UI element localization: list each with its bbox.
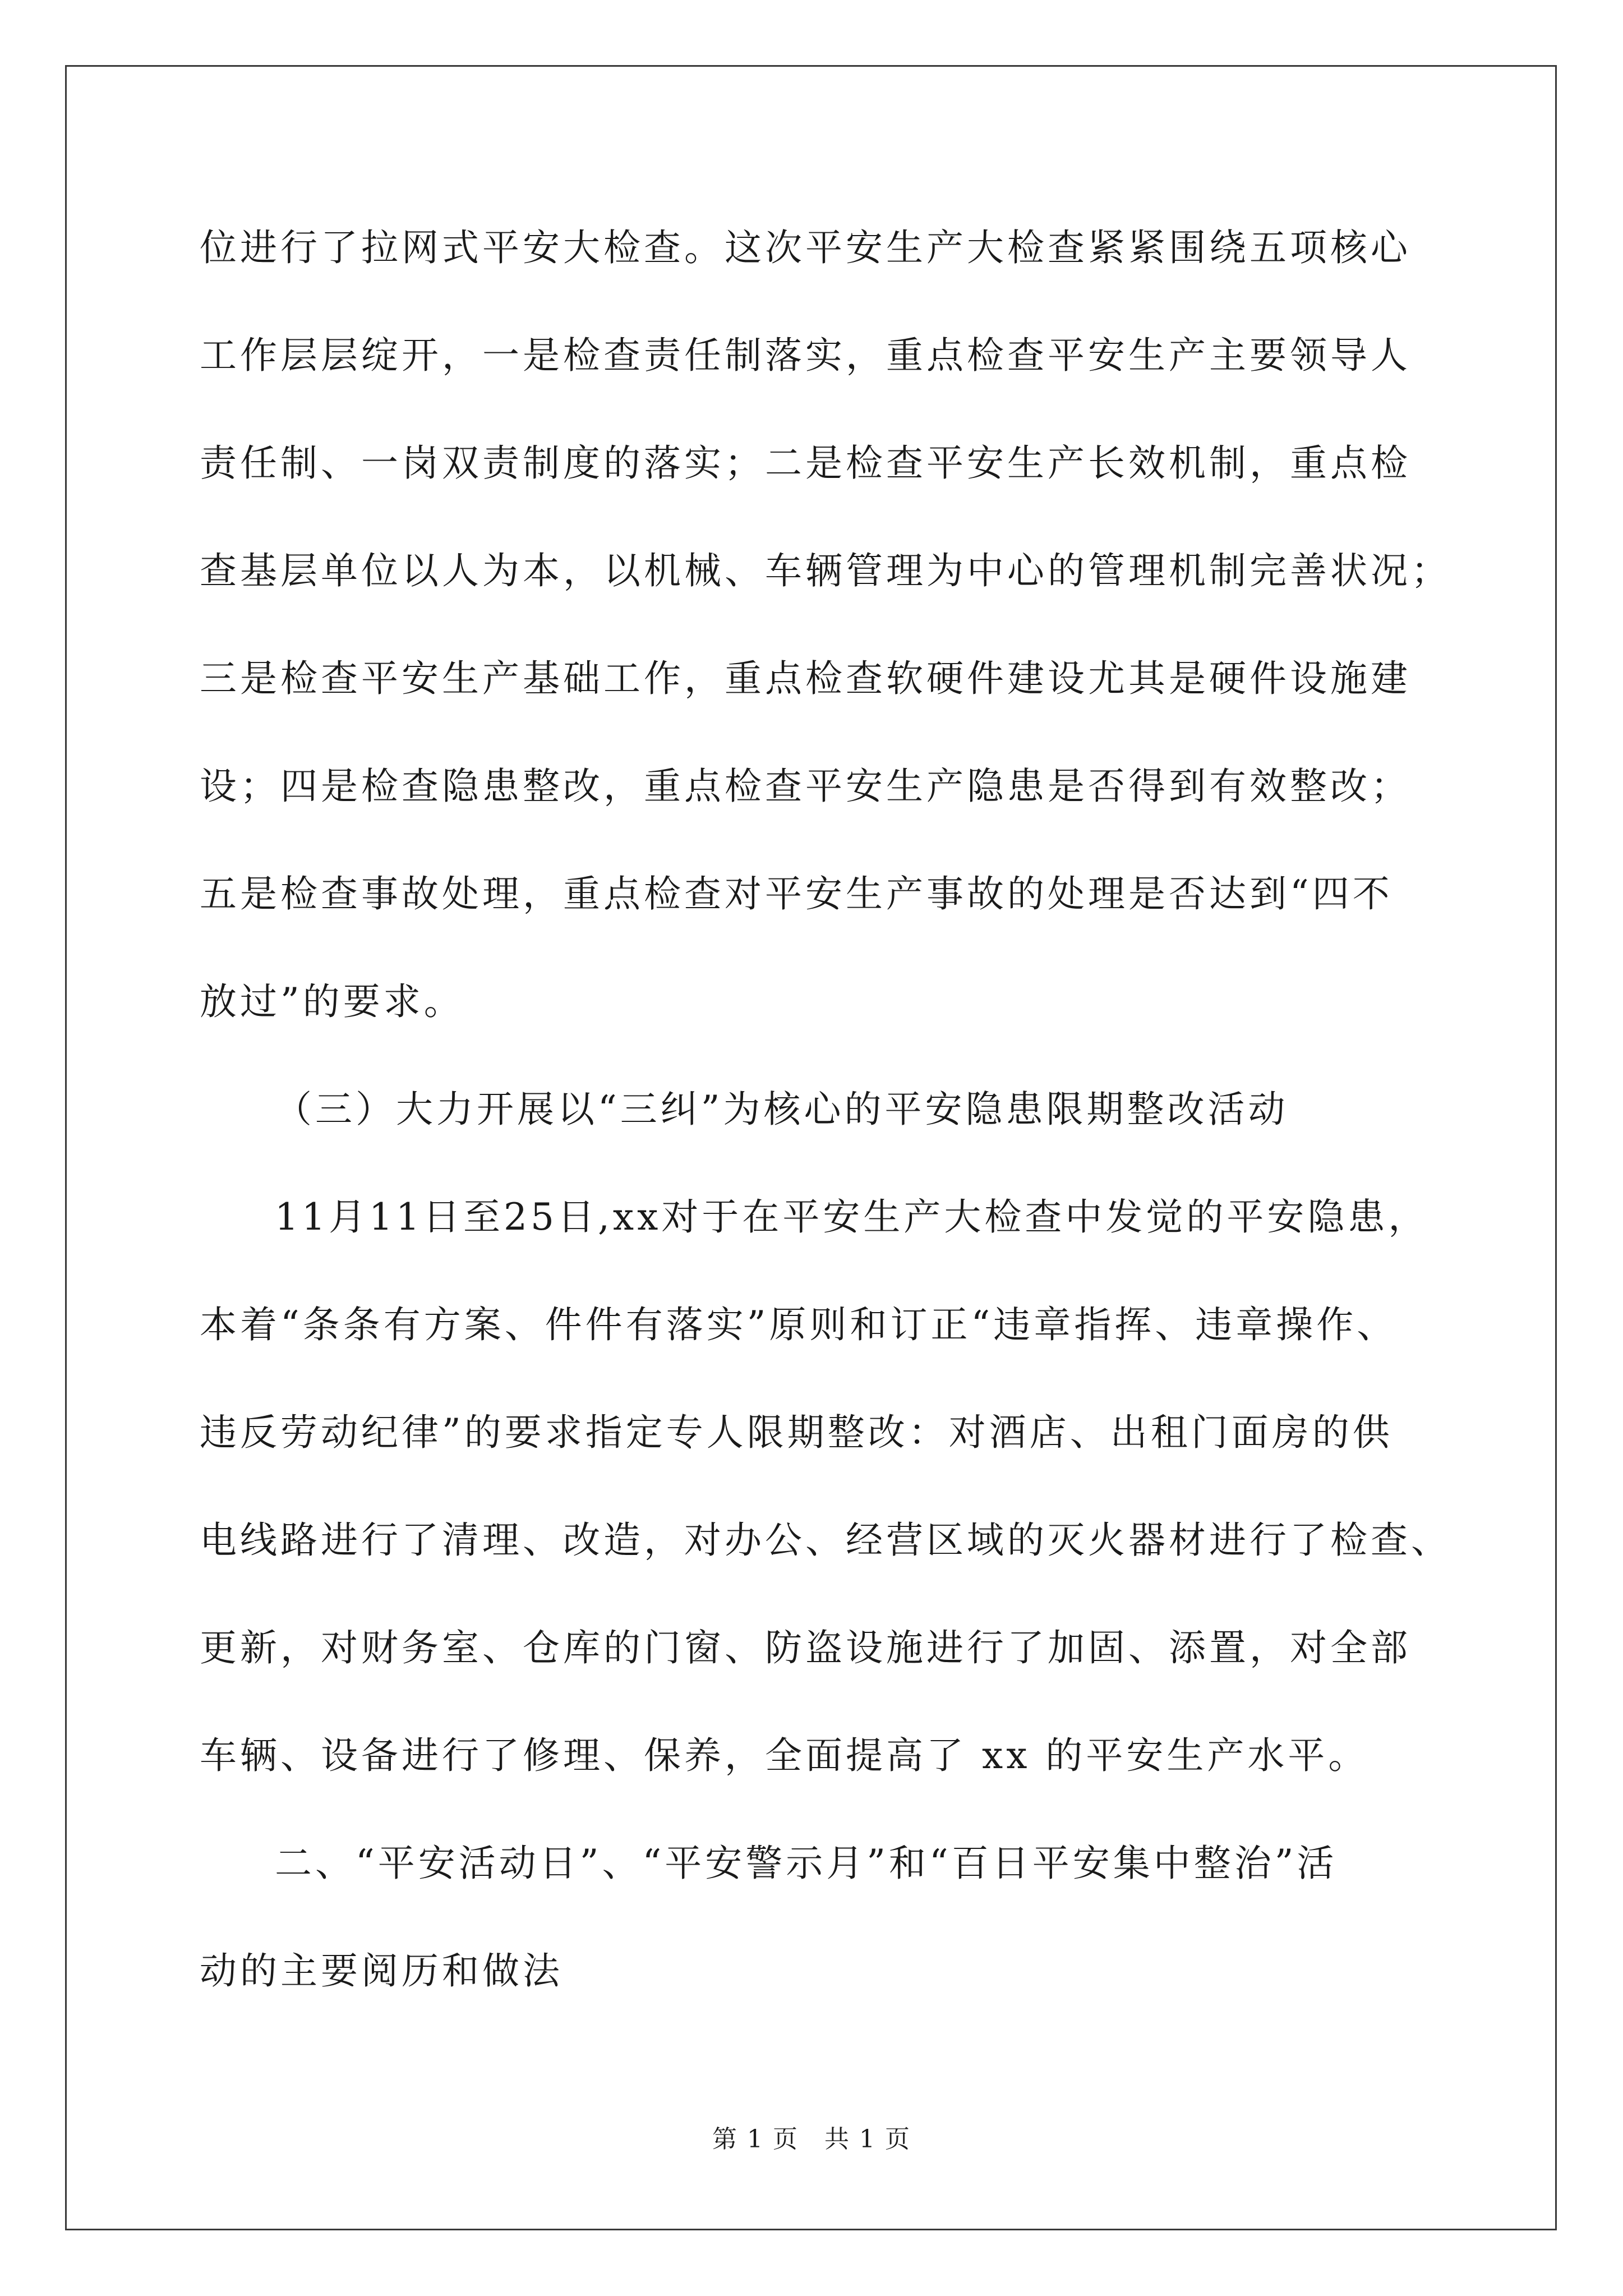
text-line: 五是检查事故处理，重点检查对平安生产事故的处理是否达到“四不 [200, 872, 1393, 915]
section-heading: （三）大力开展以“三纠”为核心的平安隐患限期整改活动 [275, 1088, 1289, 1131]
text-line: 工作层层绽开，一是检查责任制落实，重点检查平安生产主要领导人 [200, 334, 1411, 377]
text-line: 车辆、设备进行了修理、保养，全面提高了 xx 的平安生产水平。 [200, 1734, 1369, 1777]
text-line: 设；四是检查隐患整改，重点检查平安生产隐患是否得到有效整改； [200, 765, 1411, 808]
text-line: 三是检查平安生产基础工作，重点检查软硬件建设尤其是硬件设施建 [200, 657, 1411, 700]
page-footer: 第 1 页 共 1 页 [712, 2125, 911, 2154]
section-heading: 二、“平安活动日”、“平安警示月”和“百日平安集中整治”活 [275, 1842, 1338, 1885]
text-line: 11月11日至25日,xx对于在平安生产大检查中发觉的平安隐患， [275, 1195, 1429, 1239]
section-heading-continued: 动的主要阅历和做法 [200, 1949, 563, 1993]
text-line: 电线路进行了清理、改造，对办公、经营区域的灭火器材进行了检查、 [200, 1519, 1451, 1562]
text-line: 放过”的要求。 [200, 980, 464, 1023]
text-line: 位进行了拉网式平安大检查。这次平安生产大检查紧紧围绕五项核心 [200, 226, 1411, 269]
text-line: 更新，对财务室、仓库的门窗、防盗设施进行了加固、添置，对全部 [200, 1626, 1411, 1669]
text-line: 责任制、一岗双责制度的落实；二是检查平安生产长效机制，重点检 [200, 441, 1411, 485]
text-line: 本着“条条有方案、件件有落实”原则和订正“违章指挥、违章操作、 [200, 1303, 1398, 1346]
text-line: 违反劳动纪律”的要求指定专人限期整改：对酒店、出租门面房的供 [200, 1411, 1393, 1454]
text-line: 查基层单位以人为本，以机械、车辆管理为中心的管理机制完善状况； [200, 549, 1451, 592]
page-border [65, 65, 1557, 2230]
